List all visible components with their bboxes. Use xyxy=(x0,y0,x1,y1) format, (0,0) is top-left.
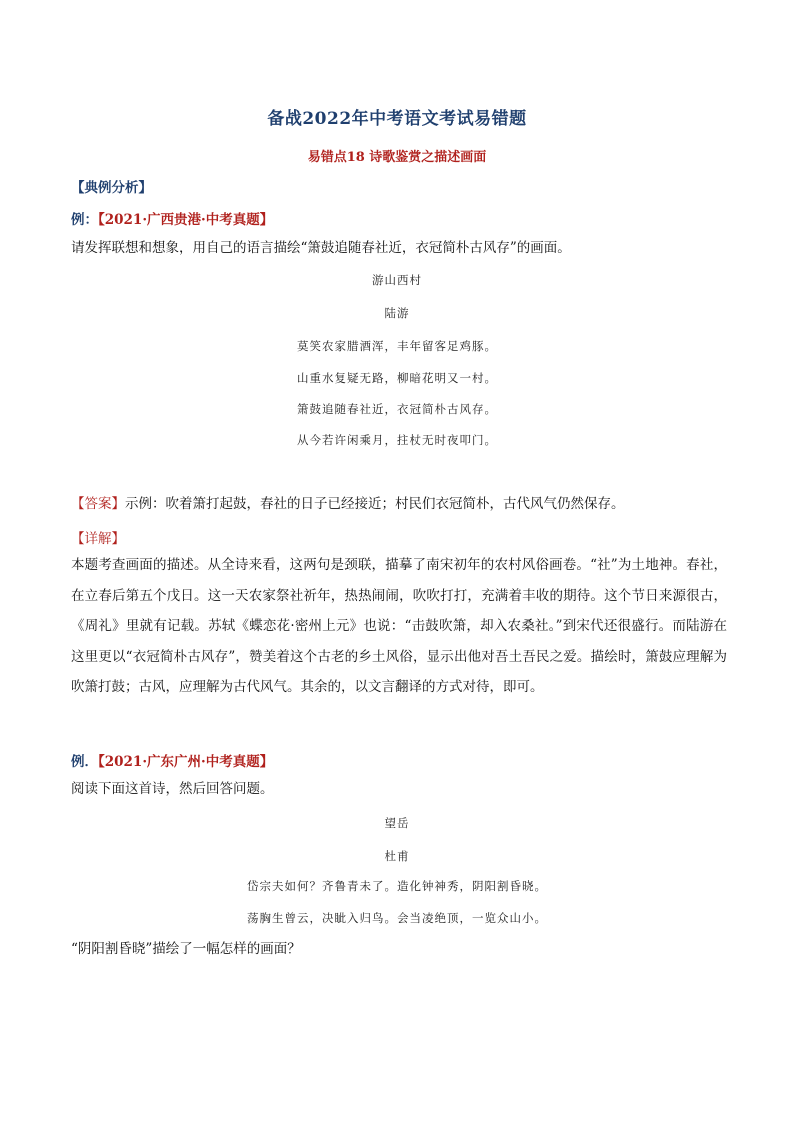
document-title: 备战2022年中考语文考试易错题 xyxy=(267,109,527,129)
poem2-author: 杜甫 xyxy=(384,849,410,863)
poem2-line: 荡胸生曾云，决眦入归鸟。会当凌绝顶，一览众山小。 xyxy=(247,911,547,925)
document-subtitle: 易错点18 诗歌鉴赏之描述画面 xyxy=(307,150,487,165)
example1-question: 请发挥联想和想象，用自己的语言描绘“箫鼓追随春社近，衣冠简朴古风存”的画面。 xyxy=(71,240,571,256)
example2-subquestion: “阴阳割昏晓”描绘了一幅怎样的画面？ xyxy=(71,941,301,957)
example2-question: 阅读下面这首诗，然后回答问题。 xyxy=(71,781,274,797)
poem1-line: 山重水复疑无路，柳暗花明又一村。 xyxy=(297,371,497,385)
poem2-title: 望岳 xyxy=(384,816,410,830)
poem1-title: 游山西村 xyxy=(372,273,422,287)
answer-text: 示例：吹着箫打起鼓，春社的日子已经接近；村民们衣冠简朴，古代风气仍然保存。 xyxy=(125,496,625,512)
detail-label: 【详解】 xyxy=(71,531,125,547)
example2-source: 【2021·广东广州·中考真题】 xyxy=(98,754,274,770)
poem2-line: 岱宗夫如何？齐鲁青未了。造化钟神秀，阴阳割昏晓。 xyxy=(247,879,547,893)
example2-prefix: 例． xyxy=(71,754,98,770)
section-heading: 【典例分析】 xyxy=(71,180,152,196)
example1-prefix: 例： xyxy=(71,212,98,228)
poem1-line: 莫笑农家腊酒浑，丰年留客足鸡豚。 xyxy=(297,339,497,353)
example1-source: 【2021·广西贵港·中考真题】 xyxy=(98,212,274,228)
poem1-line: 从今若许闲乘月，拄杖无时夜叩门。 xyxy=(297,433,497,447)
example1-label xyxy=(71,208,273,228)
example2-label xyxy=(71,750,273,770)
example1-detail: 本题考查画面的描述。从全诗来看，这两句是颈联，描摹了南宋初年的农村风俗画卷。“社”为土地神。春社，在立春后第五个戊日。这一天农家祭社祈年，热热闹闹，吹吹打打，充满着丰收的期待。这个节日来源很古，《周礼》里就有记载。苏轼《蝶恋花·密州上元》也说：“击鼓吹箫，却入农桑社。”到宋代还很盛行。而陆游在这里更以“衣冠简朴古风存”，赞美着这个古老的乡土风俗，显示出他对吾土吾民之爱。描绘时，箫鼓应理解为吹箫打鼓；古风，应理解为古代风气。其余的，以文言翻译的方式对待，即可。 xyxy=(71,557,727,695)
poem1-author: 陆游 xyxy=(384,306,410,320)
example1-answer xyxy=(71,489,727,520)
answer-label: 【答案】 xyxy=(71,496,125,512)
poem1-line: 箫鼓追随春社近，衣冠简朴古风存。 xyxy=(297,402,497,416)
